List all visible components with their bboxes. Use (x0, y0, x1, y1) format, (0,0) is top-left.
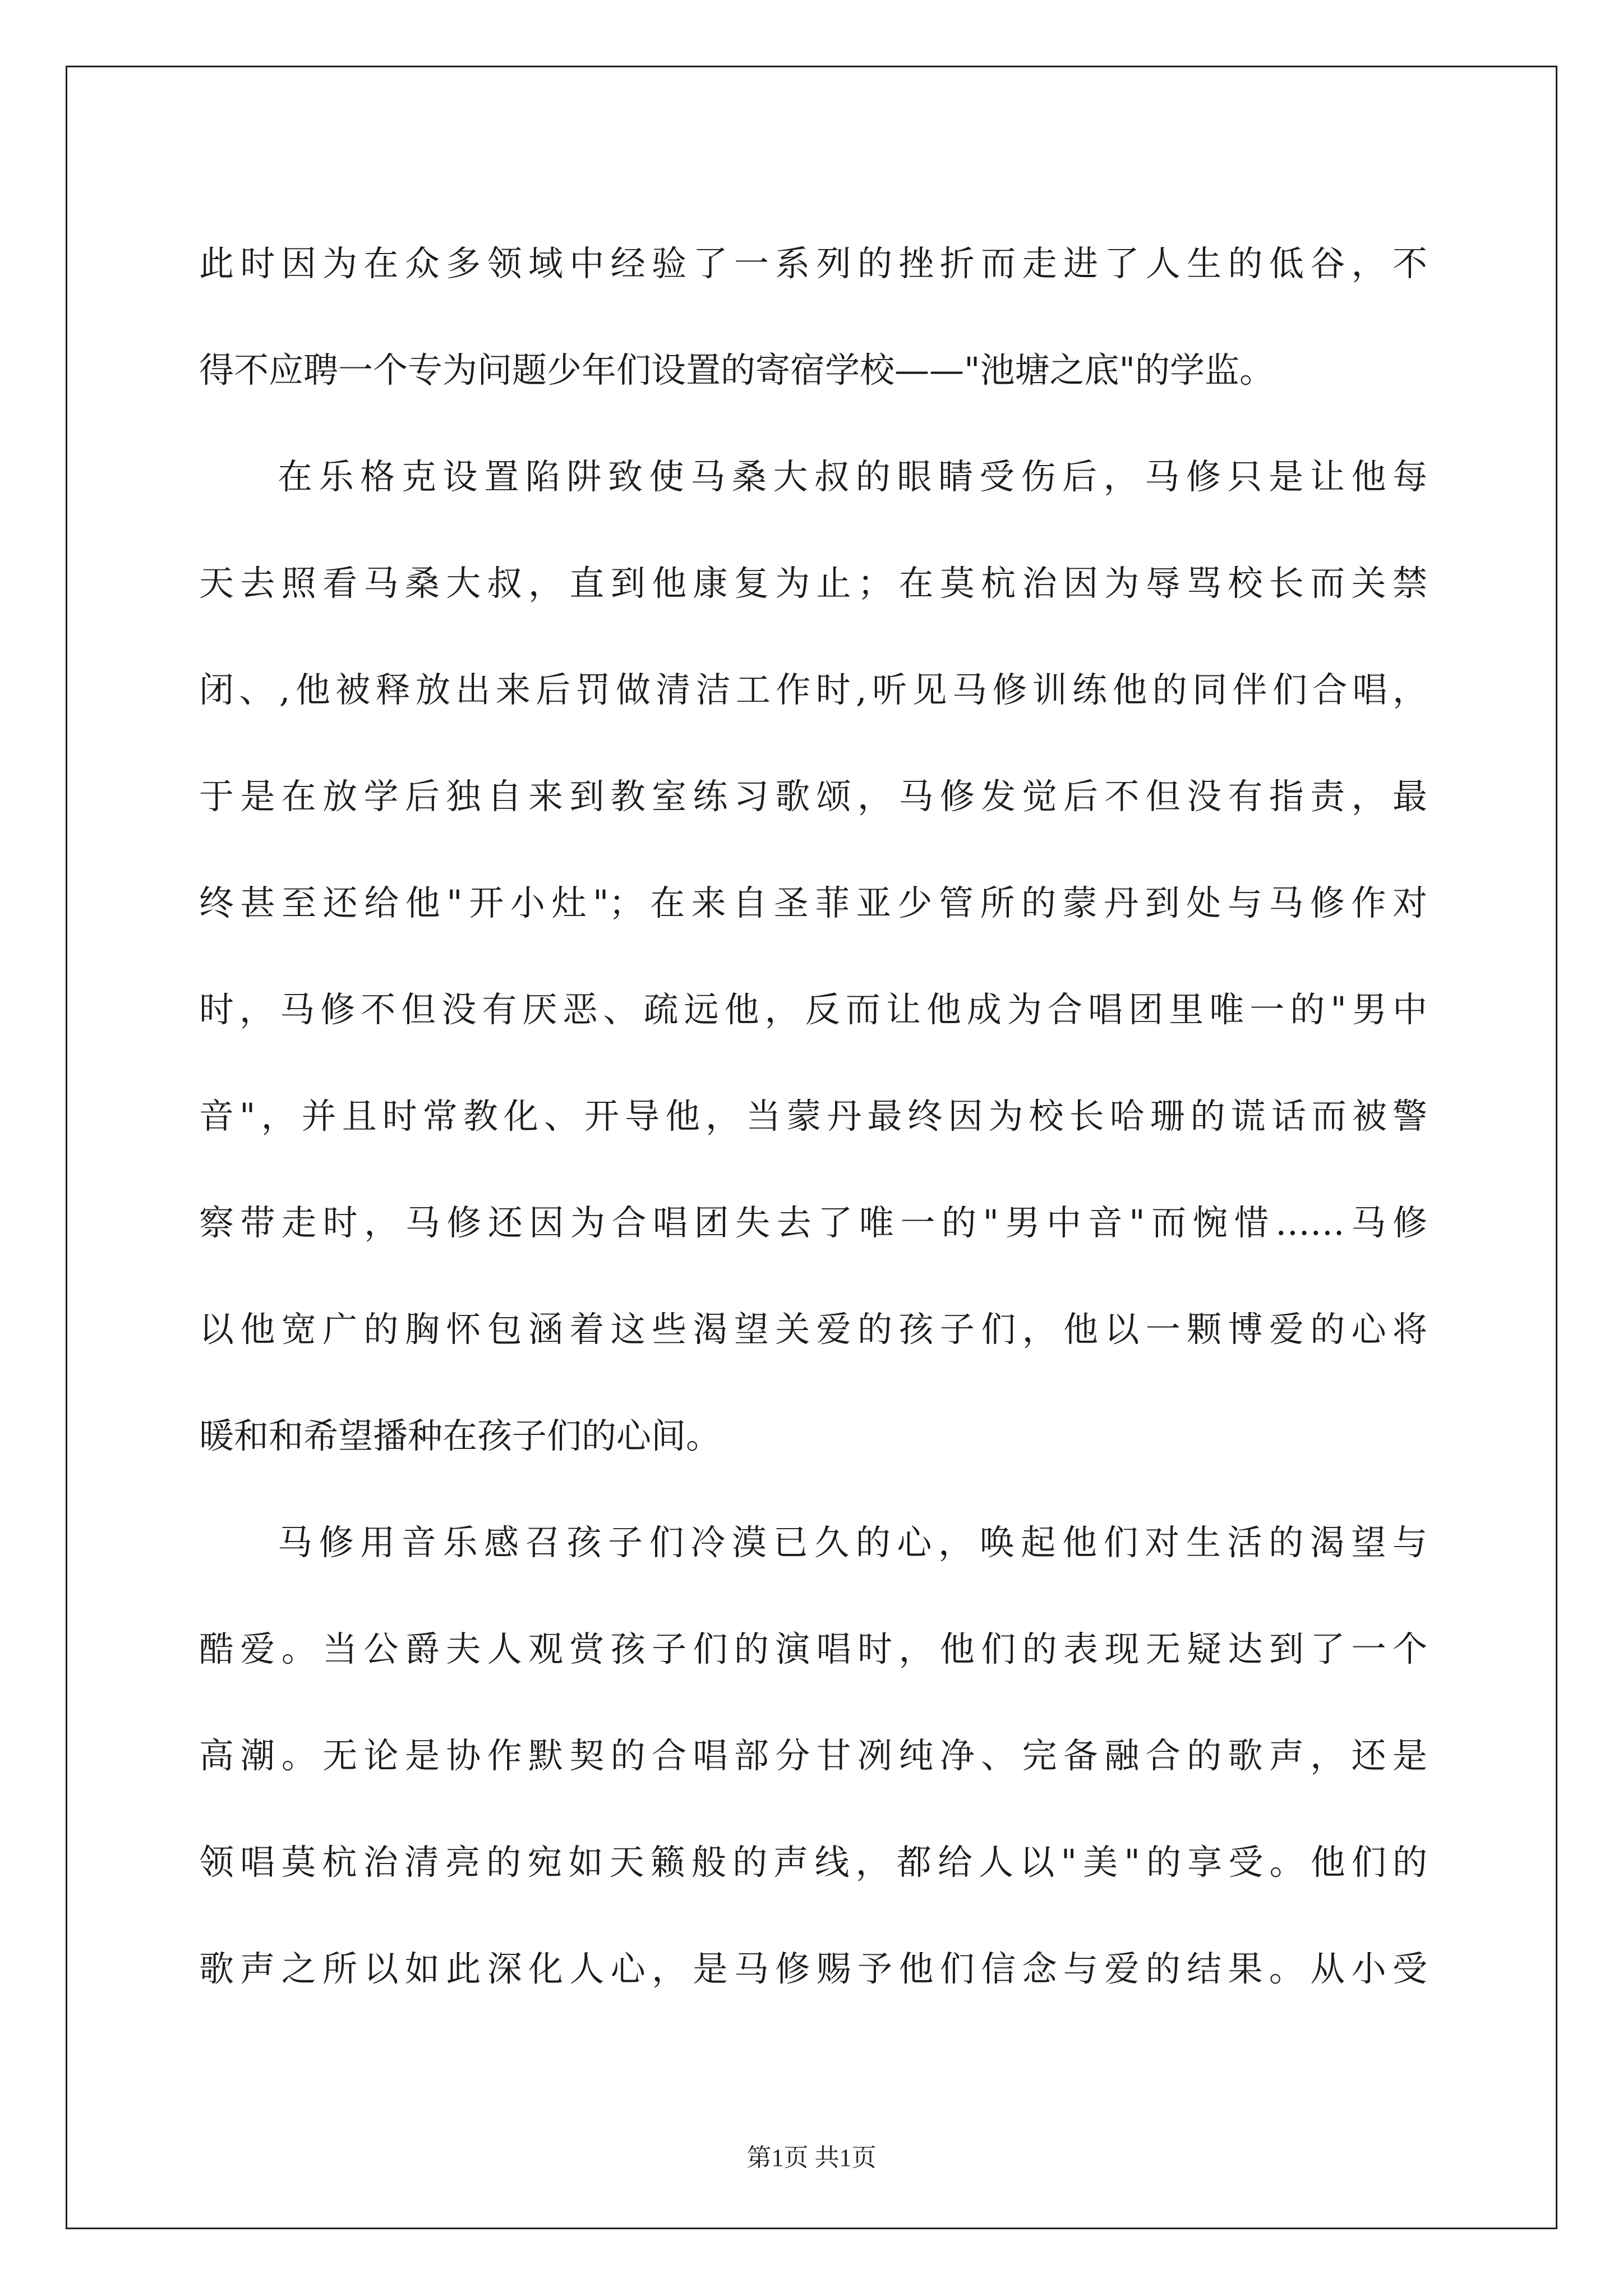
text-line: 此时因为在众多领域中经验了一系列的挫折而走进了人生的低谷，不 (199, 243, 1427, 284)
text-line: 时，马修不但没有厌恶、疏远他，反而让他成为合唱团里唯一的"男中 (199, 989, 1427, 1030)
text-line: 音"，并且时常教化、开导他，当蒙丹最终因为校长哈珊的谎话而被警 (199, 1096, 1427, 1137)
document-body (199, 210, 1427, 2022)
text-line: 天去照看马桑大叔，直到他康复为止；在莫杭治因为辱骂校长而关禁 (199, 563, 1427, 604)
text-line: 酷爱。当公爵夫人观赏孩子们的演唱时，他们的表现无疑达到了一个 (199, 1628, 1427, 1669)
text-line: 于是在放学后独自来到教室练习歌颂，马修发觉后不但没有指责，最 (199, 776, 1427, 817)
text-line: 终甚至还给他"开小灶"；在来自圣菲亚少管所的蒙丹到处与马修作对 (199, 882, 1427, 923)
text-line: 领唱莫杭治清亮的宛如天籁般的声线，都给人以"美"的享受。他们的 (199, 1842, 1427, 1883)
text-line: 得不应聘一个专为问题少年们设置的寄宿学校——"池塘之底"的学监。 (199, 349, 1275, 390)
text-line: 察带走时，马修还因为合唱团失去了唯一的"男中音"而惋惜……马修 (199, 1202, 1427, 1243)
page-footer: 第1页 共1页 (746, 2144, 877, 2171)
text-line: 在乐格克设置陷阱致使马桑大叔的眼睛受伤后，马修只是让他每 (278, 456, 1427, 497)
text-line: 马修用音乐感召孩子们冷漠已久的心，唤起他们对生活的渴望与 (278, 1522, 1427, 1563)
text-line: 歌声之所以如此深化人心，是马修赐予他们信念与爱的结果。从小受 (199, 1948, 1427, 1989)
text-line: 以他宽广的胸怀包涵着这些渴望关爱的孩子们，他以一颗博爱的心将 (199, 1309, 1427, 1350)
text-line: 暖和和希望播种在孩子们的心间。 (199, 1415, 721, 1456)
text-line: 闭、,他被释放出来后罚做清洁工作时,听见马修训练他的同伴们合唱， (199, 669, 1427, 710)
text-line: 高潮。无论是协作默契的合唱部分甘冽纯净、完备融合的歌声，还是 (199, 1735, 1427, 1776)
